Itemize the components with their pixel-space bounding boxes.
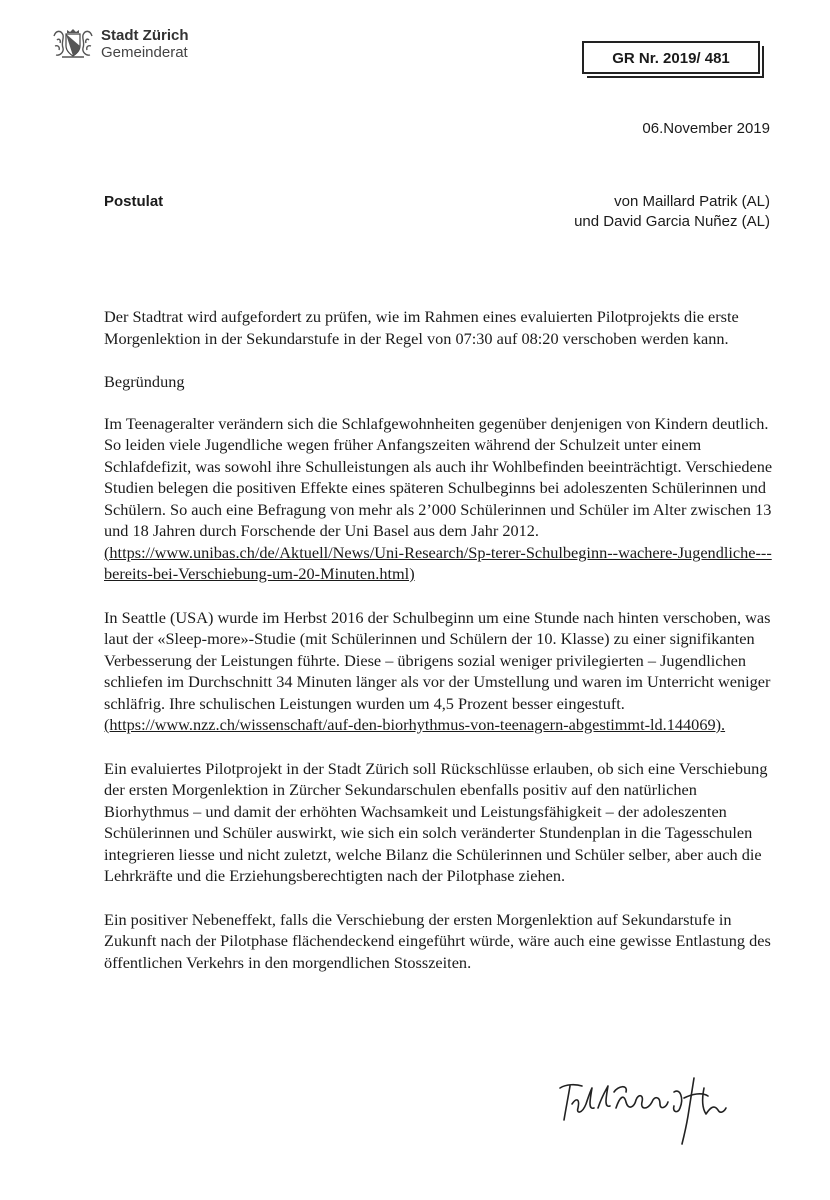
council-name: Gemeinderat <box>101 44 188 61</box>
paragraph-4: Ein positiver Nebeneffekt, falls die Verschiebung der ersten Morgenlektion auf Sekundarstufe in Zukunft nach der Pilotphase flächendeckend eingeführt würde, wäre auch eine gewisse Entlastung des öffentlichen Verkehrs in den morgendlichen Stosszeiten. <box>104 909 771 972</box>
reference-number: GR Nr. 2019/ 481 <box>612 50 730 67</box>
intro-paragraph: Der Stadtrat wird aufgefordert zu prüfen, wie im Rahmen eines evaluierten Pilotprojekts die erste Morgenlektion in der Sekundarstufe in der Regel von 07:30 auf 08:20 verschoben werden kann. <box>104 307 739 348</box>
authors-line-1: von Maillard Patrik (AL) <box>614 193 770 210</box>
unibas-link[interactable]: (https://www.unibas.ch/de/Aktuell/News/Uni-Research/Sp-terer-Schulbeginn--wachere-Jugendliche---bereits-bei-Verschiebung-um-20-Minuten.html) <box>104 542 772 583</box>
reference-number-box <box>582 41 760 74</box>
city-name: Stadt Zürich <box>101 27 189 44</box>
authors <box>574 192 770 232</box>
paragraph-2 <box>104 607 780 736</box>
document-body <box>104 306 780 973</box>
handwritten-signature <box>556 1068 786 1148</box>
paragraph-3: Ein evaluiertes Pilotprojekt in der Stadt Zürich soll Rückschlüsse erlauben, ob sich eine Verschiebung der ersten Morgenlektion in Zürcher Sekundarschulen ebenfalls positiv auf den natürlichen Biorhythmus – und damit der erhöhten Wachsamkeit und Leistungsfähigkeit – der adoleszenten Schülerinnen und Schüler auswirkt, wie sich ein solch veränderter Stundenplan in die Tagesschulen integrieren liesse und nicht zuletzt, welche Bilanz die Schülerinnen und Schüler selber, aber auch die Lehrkräfte und die Erziehungsberechtigten nach der Pilotphase ziehen. <box>104 758 768 885</box>
paragraph-2-text: In Seattle (USA) wurde im Herbst 2016 der Schulbeginn um eine Stunde nach hinten verschoben, was laut der «Sleep-more»-Studie (mit Schülerinnen und Schülern der 10. Klasse) zu einer signifikanten Verbesserung der Leistungen führte. Diese – übrigens sozial weniger privilegierten – Jugendlichen schliefen im Durchschnitt 34 Minuten länger als vor der Umstellung und waren im Unterricht weniger schläfrig. Ihre schulischen Leistungen wurden um 4,5 Prozent besser eingestuft. <box>104 607 771 713</box>
nzz-link[interactable]: (https://www.nzz.ch/wissenschaft/auf-den-biorhythmus-von-teenagern-abgestimmt-ld.144069). <box>104 715 726 734</box>
authors-line-2: und David Garcia Nuñez (AL) <box>574 213 770 230</box>
zurich-coat-of-arms-logo <box>52 28 94 60</box>
document-type: Postulat <box>104 193 164 210</box>
section-heading: Begründung <box>104 372 185 391</box>
organization-name <box>101 27 189 61</box>
paragraph-1-text: Im Teenageralter verändern sich die Schlafgewohnheiten gegenüber denjenigen von Kindern deutlich. So leiden viele Jugendliche wegen früher Anfangszeiten während der Schulzeit unter einem Schlafdefizit, was sowohl ihre Schulleistungen als auch ihr Wohlbefinden beeinträchtigt. Verschiedene Studien belegen die positiven Effekte eines späteren Schulbeginns bei adoleszenten Schülerinnen und Schülern. So auch eine Befragung von mehr als 2’000 Schülerinnen und Schüler im Alter zwischen 13 und 18 Jahren durch Forschende der Uni Basel aus dem Jahr 2012. <box>104 413 773 540</box>
paragraph-1 <box>104 413 780 585</box>
document-date: 06.November 2019 <box>642 120 770 137</box>
